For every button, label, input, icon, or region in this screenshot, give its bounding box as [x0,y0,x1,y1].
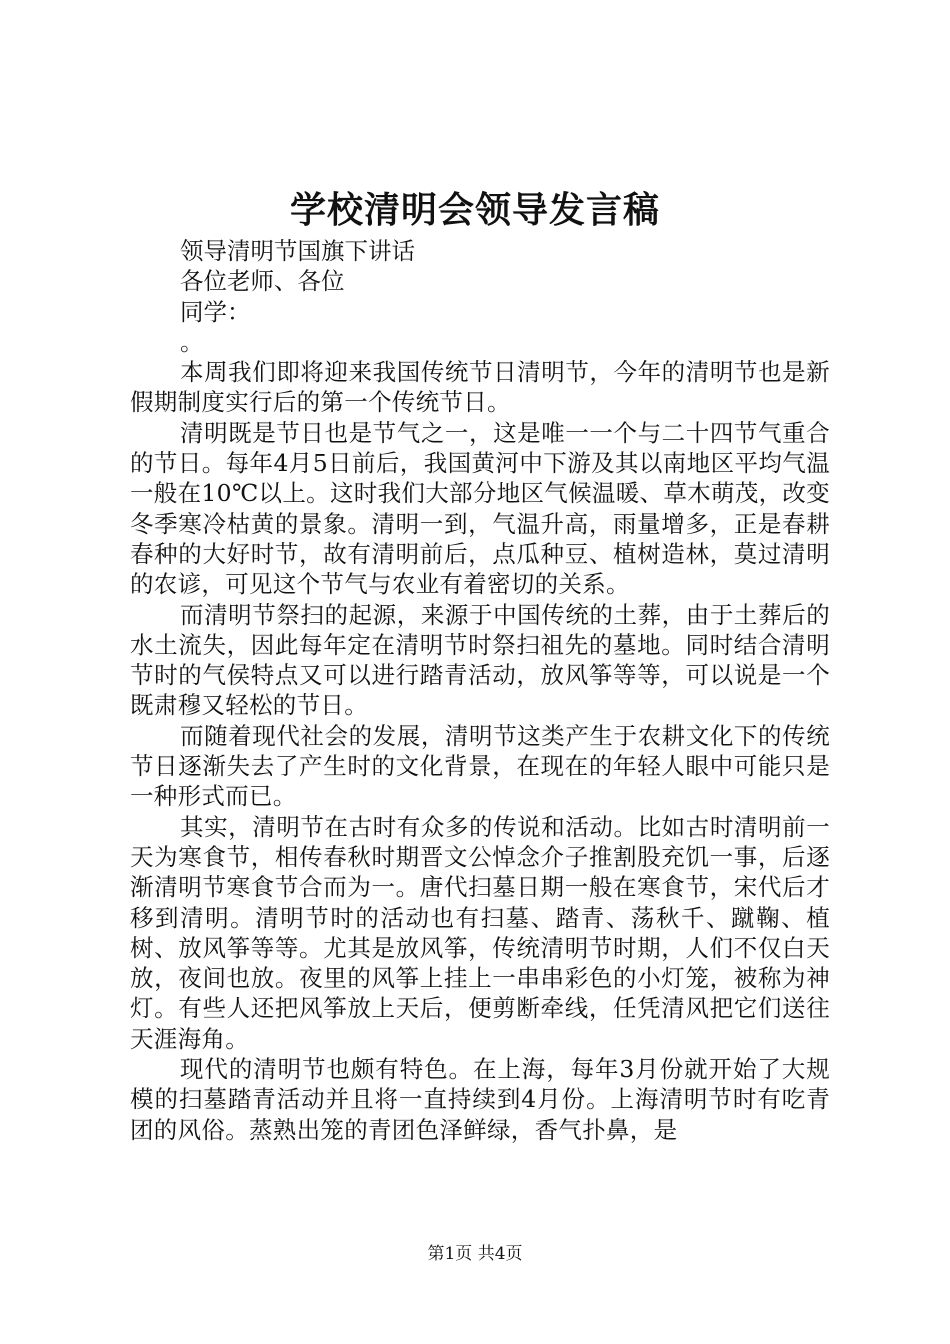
paragraph: 清明既是节日也是节气之一，这是唯一一个与二十四节气重合的节日。每年4月5日前后，我国黄河中下游及其以南地区平均气温一般在10℃以上。这时我们大部分地区气候温暖、草木萌茂，改变冬季寒冷枯黄的景象。清明一到，气温升高，雨量增多，正是春耕春种的大好时节，故有清明前后，点瓜种豆、植树造林，莫过清明的农谚，可见这个节气与农业有着密切的关系。 [130,418,830,599]
document-title: 学校清明会领导发言稿 [289,189,660,231]
salutation-line-1: 各位老师、各位 [180,267,345,296]
paragraph: 本周我们即将迎来我国传统节日清明节，今年的清明节也是新假期制度实行后的第一个传统节日。 [130,358,830,417]
paragraph: 现代的清明节也颇有特色。在上海，每年3月份就开始了大规模的扫墓踏青活动并且将一直持续到4月份。上海清明节时有吃青团的风俗。蒸熟出笼的青团色泽鲜绿，香气扑鼻，是 [130,1055,830,1144]
salutation-line-2: 同学： [180,297,251,326]
salutation-line-3: 。 [180,327,204,356]
page-footer: 第1页 共4页 [427,1244,523,1264]
speech-subtitle: 领导清明节国旗下讲话 [180,237,415,265]
paragraph: 其实，清明节在古时有众多的传说和活动。比如古时清明前一天为寒食节，相传春秋时期晋文公悼念介子推割股充饥一事，后逐渐清明节寒食节合而为一。唐代扫墓日期一般在寒食节，宋代后才移到清明。清明节时的活动也有扫墓、踏青、荡秋千、蹴鞠、植树、放风筝等等。尤其是放风筝，传统清明节时期，人们不仅白天放，夜间也放。夜里的风筝上挂上一串串彩色的小灯笼，被称为神灯。有些人还把风筝放上天后，便剪断牵线，任凭清风把它们送往天涯海角。 [130,812,830,1053]
paragraph: 而随着现代社会的发展，清明节这类产生于农耕文化下的传统节日逐渐失去了产生时的文化背景，在现在的年轻人眼中可能只是一种形式而已。 [130,721,830,811]
document-body [130,236,830,1145]
paragraph: 而清明节祭扫的起源，来源于中国传统的土葬，由于土葬后的水土流失，因此每年定在清明节时祭扫祖先的墓地。同时结合清明节时的气侯特点又可以进行踏青活动，放风筝等等，可以说是一个既肃穆又轻松的节日。 [130,600,830,720]
